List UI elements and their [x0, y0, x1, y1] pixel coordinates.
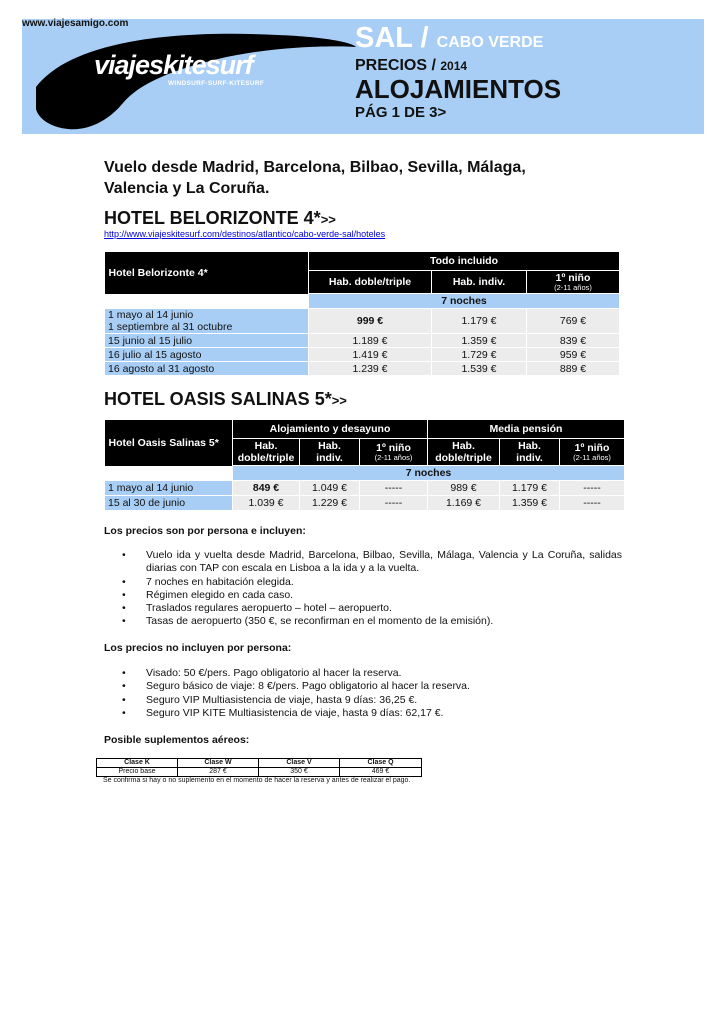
- bullet-icon: •: [122, 602, 126, 615]
- bullet-icon: •: [122, 706, 126, 719]
- hotel1-nights: 7 noches: [309, 294, 620, 309]
- hotel1-col-doble: Hab. doble/triple: [309, 271, 432, 294]
- period-cell: 1 mayo al 14 junio 1 septiembre al 31 octubre: [105, 309, 309, 334]
- bullet-icon: •: [122, 549, 126, 561]
- hotel2-title-text: HOTEL OASIS SALINAS 5*: [104, 389, 332, 409]
- table-row: [105, 496, 625, 511]
- period-cell: 15 al 30 de junio: [105, 496, 233, 511]
- list-item: • Vuelo ida y vuelta desde Madrid, Barcelona, Bilbao, Sevilla, Málaga, Valencia y La Coruña, salidas diarias con TAP con escala en Lisboa a la ida y a la vuelta.: [122, 549, 622, 575]
- table-row: [105, 481, 625, 496]
- cell: 469 €: [340, 768, 422, 777]
- supplements-note: Se confirma si hay o no suplemento en el momento de hacer la reserva y antes de realizar el pago.: [103, 777, 411, 784]
- price-cell: 1.189 €: [309, 334, 432, 348]
- not-included-list: [104, 667, 622, 720]
- price-cell: -----: [360, 496, 428, 511]
- flight-heading: Vuelo desde Madrid, Barcelona, Bilbao, Sevilla, Málaga, Valencia y La Coruña.: [104, 159, 526, 197]
- price-cell: 1.169 €: [428, 496, 500, 511]
- logo-tagline: WINDSURF·SURF·KITESURF: [168, 80, 265, 87]
- year: 2014: [440, 59, 468, 73]
- period-cell: 16 agosto al 31 agosto: [105, 362, 309, 376]
- bullet-icon: •: [122, 680, 126, 693]
- prices-label: [355, 57, 467, 75]
- hotel2-arrow: >>: [331, 393, 347, 408]
- page-indicator: PÁG 1 DE 3>: [355, 104, 447, 121]
- price-cell: 849 €: [233, 481, 300, 496]
- prices-text: PRECIOS /: [355, 57, 441, 74]
- price-cell: 1.239 €: [309, 362, 432, 376]
- list-item: • Seguro VIP Multiasistencia de viaje, hasta 9 días: 36,25 €.: [122, 693, 418, 706]
- list-item: • Seguro VIP KITE Multiasistencia de viaje, hasta 9 días: 62,17 €.: [122, 706, 444, 719]
- supplements-table: [96, 758, 422, 777]
- hotel2-title: [104, 389, 347, 410]
- price-cell: 1.419 €: [309, 348, 432, 362]
- hotel2-col-doble: Hab. doble/triple: [233, 439, 300, 466]
- hotel1-row-header: Hotel Belorizonte 4*: [105, 252, 309, 294]
- list-item: • Régimen elegido en cada caso.: [122, 588, 294, 601]
- logo: viajeskitesurf: [94, 50, 253, 80]
- period-cell: 15 junio al 15 julio: [105, 334, 309, 348]
- hotel2-col-indiv-mp: Hab. indiv.: [500, 439, 560, 466]
- hotel2-col-indiv: Hab. indiv.: [300, 439, 360, 466]
- price-cell: 1.729 €: [432, 348, 527, 362]
- list-item: • Visado: 50 €/pers. Pago obligatorio al hacer la reserva.: [122, 667, 402, 679]
- price-cell: 1.039 €: [233, 496, 300, 511]
- section-title: ALOJAMIENTOS: [355, 74, 562, 104]
- hotel1-link[interactable]: http://www.viajeskitesurf.com/destinos/atlantico/cabo-verde-sal/hoteles: [104, 229, 386, 239]
- period-cell: 1 mayo al 14 junio: [105, 481, 233, 496]
- price-cell: 959 €: [527, 348, 620, 362]
- price-cell: 989 €: [428, 481, 500, 496]
- cell: Precio base: [97, 768, 178, 777]
- price-cell: -----: [560, 496, 625, 511]
- not-included-heading: Los precios no incluyen por persona:: [104, 642, 292, 654]
- bullet-icon: •: [122, 588, 126, 601]
- bullet-icon: •: [122, 693, 126, 706]
- price-cell: 1.179 €: [500, 481, 560, 496]
- header-cell: Clase W: [178, 759, 259, 768]
- price-cell: 769 €: [527, 309, 620, 334]
- hotel1-title: [104, 208, 336, 229]
- included-list: [104, 549, 622, 629]
- list-item: • 7 noches en habitación elegida.: [122, 575, 294, 588]
- hotel2-group-mp: Media pensión: [428, 420, 625, 439]
- price-cell: 1.179 €: [432, 309, 527, 334]
- hotel2-col-doble-mp: Hab. doble/triple: [428, 439, 500, 466]
- price-cell: 1.359 €: [500, 496, 560, 511]
- price-cell: 1.229 €: [300, 496, 360, 511]
- list-item: • Traslados regulares aeropuerto – hotel – aeropuerto.: [122, 602, 392, 615]
- hotel2-col-nino-mp: 1º niño (2-11 años): [560, 439, 625, 466]
- table-row: [105, 348, 620, 362]
- price-cell: 839 €: [527, 334, 620, 348]
- hotel1-title-text: HOTEL BELORIZONTE 4*: [104, 208, 321, 228]
- header-cell: Clase V: [259, 759, 340, 768]
- table-row: [105, 334, 620, 348]
- hotel2-nights: 7 noches: [233, 466, 625, 481]
- period-cell: 16 julio al 15 agosto: [105, 348, 309, 362]
- bullet-icon: •: [122, 667, 126, 679]
- hotel1-col-nino: 1º niño (2-11 años): [527, 271, 620, 294]
- price-cell: 1.049 €: [300, 481, 360, 496]
- hotel2-col-nino: 1º niño (2-11 años): [360, 439, 428, 466]
- table-row: [105, 362, 620, 376]
- price-cell: 1.539 €: [432, 362, 527, 376]
- hotel1-price-table: [104, 251, 620, 376]
- site-url[interactable]: www.viajesamigo.com: [22, 18, 129, 29]
- hotel2-price-table: [104, 419, 625, 511]
- destination-title: [355, 22, 543, 55]
- included-heading: Los precios son por persona e incluyen:: [104, 525, 306, 537]
- bullet-icon: •: [122, 575, 126, 588]
- cell: 287 €: [178, 768, 259, 777]
- hotel2-row-header: Hotel Oasis Salinas 5*: [105, 420, 233, 466]
- price-cell: -----: [360, 481, 428, 496]
- table-row: [105, 309, 620, 334]
- table-row: [97, 768, 422, 777]
- price-cell: 999 €: [309, 309, 432, 334]
- hotel1-arrow: >>: [320, 212, 336, 227]
- hotel2-group-ad: Alojamiento y desayuno: [233, 420, 428, 439]
- cell: 350 €: [259, 768, 340, 777]
- price-cell: 1.359 €: [432, 334, 527, 348]
- bullet-icon: •: [122, 615, 126, 628]
- price-cell: -----: [560, 481, 625, 496]
- destination-sub: CABO VERDE: [436, 34, 544, 51]
- hotel1-col-indiv: Hab. indiv.: [432, 271, 527, 294]
- header-cell: Clase Q: [340, 759, 422, 768]
- list-item: • Seguro básico de viaje: 8 €/pers. Pago obligatorio al hacer la reserva.: [122, 680, 470, 693]
- list-item: • Tasas de aeropuerto (350 €, se reconfirman en el momento de la emisión).: [122, 615, 494, 628]
- table-header-row: [97, 759, 422, 768]
- price-cell: 889 €: [527, 362, 620, 376]
- destination-main: SAL /: [355, 22, 437, 54]
- supplements-heading: Posible suplementos aéreos:: [104, 734, 250, 746]
- header-cell: Clase K: [97, 759, 178, 768]
- hotel1-group-header: Todo incluido: [309, 252, 620, 271]
